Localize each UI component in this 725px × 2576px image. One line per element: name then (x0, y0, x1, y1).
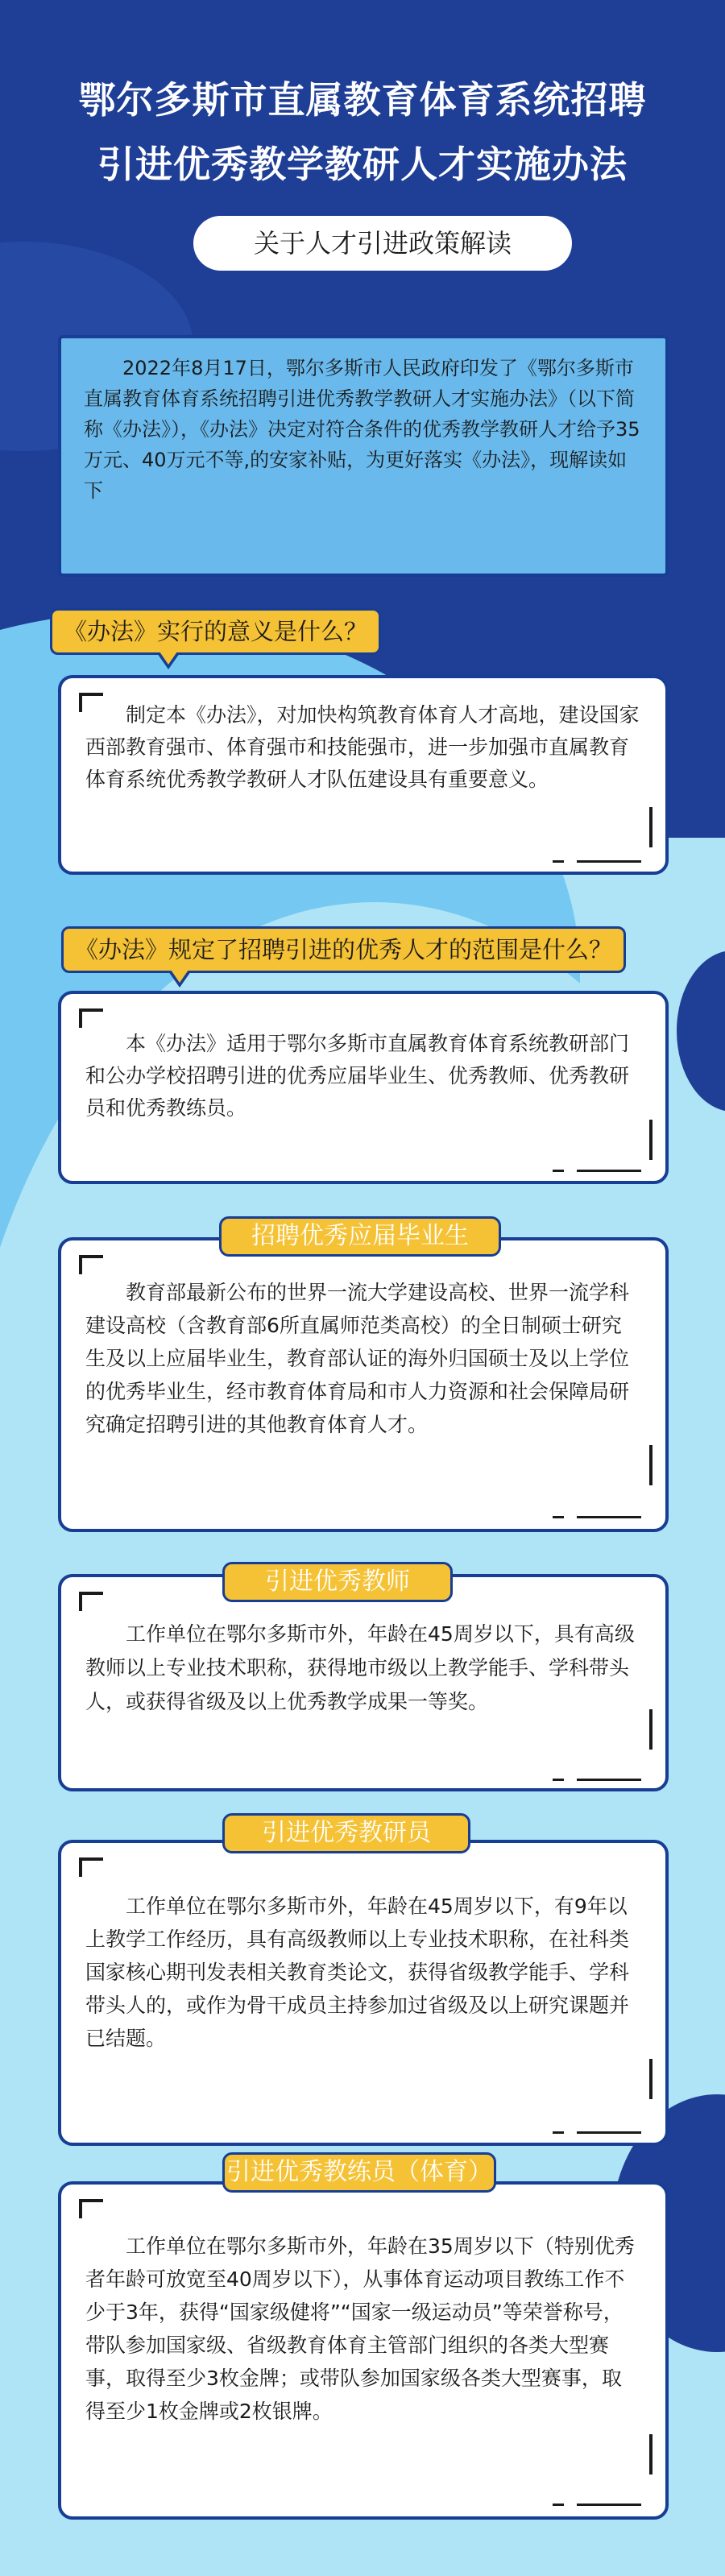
page-title-line-1: 鄂尔多斯市直属教育体育系统招聘 (78, 78, 647, 122)
corner-bracket-icon (79, 1592, 103, 1611)
answer-text: 本《办法》适用于鄂尔多斯市直属教育体育系统教研部门和公办学校招聘引进的优秀应届毕业生、优秀教师、优秀教研员和优秀教练员。 (85, 1032, 630, 1120)
vertical-bar-icon (649, 1709, 652, 1750)
section-card-teachers (58, 1574, 669, 1791)
vertical-bar-icon (649, 2059, 652, 2099)
corner-bracket-icon (79, 1857, 103, 1877)
question-label-1: 《办法》实行的意义是什么？ (50, 608, 381, 655)
vertical-bar-icon (649, 2434, 652, 2475)
corner-bracket-icon (79, 1255, 103, 1274)
section-label-teachers: 引进优秀教师 (222, 1562, 453, 1602)
corner-bracket-icon (79, 1008, 103, 1028)
section-card-coaches (58, 2181, 669, 2520)
answer-text: 制定本《办法》，对加快构筑教育体育人才高地，建设国家西部教育强市、体育强市和技能强市，进一步加强市直属教育体育系统优秀教学教研人才队伍建设具有重要意义。 (85, 703, 640, 791)
page-title-line-2: 引进优秀教学教研人才实施办法 (97, 143, 628, 186)
dash-line-icon (553, 2131, 641, 2134)
dash-line-icon (553, 1779, 641, 1781)
vertical-bar-icon (649, 1445, 652, 1485)
section-text: 工作单位在鄂尔多斯市外，年龄在45周岁以下，具有高级教师以上专业技术职称，获得地市级以上教学能手、学科带头人，或获得省级及以上优秀教学成果一等奖。 (85, 1622, 635, 1713)
intro-box: 2022年8月17日，鄂尔多斯市人民政府印发了《鄂尔多斯市直属教育体育系统招聘引进优秀教学教研人才实施办法》（以下简称《办法》），《办法》决定对符合条件的优秀教学教研人才给予35万元、40万元不等,的安家补贴，为更好落实《办法》，现解读如下 (58, 335, 669, 577)
section-text: 教育部最新公布的世界一流大学建设高校、世界一流学科建设高校（含教育部6所直属师范类高校）的全日制硕士研究生及以上应届毕业生，教育部认证的海外归国硕士及以上学位的优秀毕业生，经市教育体育局和市人力资源和社会保障局研究确定招聘引进的其他教育体育人才。 (85, 1281, 630, 1436)
section-label-coaches: 引进优秀教练员（体育） (222, 2152, 496, 2193)
dash-line-icon (553, 860, 641, 863)
section-label-graduates: 招聘优秀应届毕业生 (219, 1216, 501, 1257)
corner-bracket-icon (79, 2199, 103, 2218)
dash-line-icon (553, 2504, 641, 2506)
vertical-bar-icon (649, 807, 652, 847)
section-text: 工作单位在鄂尔多斯市外，年龄在35周岁以下（特别优秀者年龄可放宽至40周岁以下），从事体育运动项目教练工作不少于3年，获得“国家级健将”“国家一级运动员”等荣誉称号，带队参加国家级、省级教育体育主管部门组织的各类大型赛事，取得至少3枚金牌；或带队参加国家级各类大型赛事，取得至少1枚金牌或2枚银牌。 (85, 2234, 635, 2423)
dash-line-icon (553, 1516, 641, 1518)
vertical-bar-icon (649, 1120, 652, 1160)
dash-line-icon (553, 1170, 641, 1172)
section-text: 工作单位在鄂尔多斯市外，年龄在45周岁以下，有9年以上教学工作经历，具有高级教师以上专业技术职称，在社科类国家核心期刊发表相关教育类论文，获得省级教学能手、学科带头人的，或作为骨干成员主持参加过省级及以上研究课题并已结题。 (85, 1895, 630, 2050)
subtitle-pill: 关于人才引进政策解读 (193, 216, 572, 271)
answer-card-2 (58, 991, 669, 1184)
answer-card-1 (58, 675, 669, 875)
section-card-researchers (58, 1840, 669, 2146)
section-label-researchers: 引进优秀教研员 (222, 1813, 470, 1853)
section-card-graduates (58, 1237, 669, 1532)
question-label-2: 《办法》规定了招聘引进的优秀人才的范围是什么？ (61, 926, 626, 973)
